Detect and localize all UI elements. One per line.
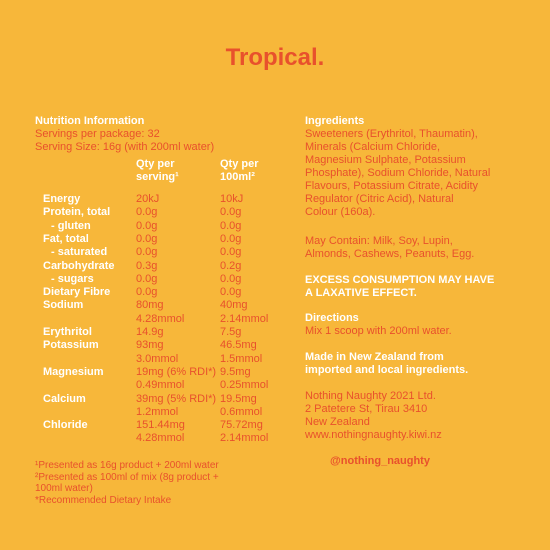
- qty-per-100ml: 7.5g: [220, 326, 242, 338]
- qty-per-100ml: 0.0g: [220, 272, 242, 285]
- qty-per-serving: 0.0g: [136, 286, 158, 299]
- nutrient-label: - saturated: [51, 246, 108, 259]
- directions-heading: Directions: [305, 312, 359, 324]
- footnote-1: ¹Presented as 16g product + 200ml water: [35, 460, 219, 471]
- origin-line: Made in New Zealand from: [305, 351, 444, 363]
- nutrition-info: [35, 115, 285, 154]
- nutrient-label: - gluten: [51, 219, 91, 232]
- qty-per-serving: 0.0g: [136, 272, 158, 285]
- qty-per-serving: 0.0g: [136, 219, 158, 232]
- nutrient-label: Dietary Fibre: [43, 286, 111, 299]
- qty-per-100ml: 2.14mmol: [220, 312, 269, 325]
- qty-per-100ml: 2.14mmol: [220, 432, 269, 445]
- col1-line2: serving¹: [136, 171, 179, 183]
- ingredients-line: Magnesium Sulphate, Potassium: [305, 154, 466, 166]
- servings-per-package: Servings per package: 32: [35, 128, 160, 140]
- qty-per-serving: 39mg (5% RDI*): [136, 392, 217, 405]
- qty-per-serving: 20kJ: [136, 193, 160, 205]
- footnote-3: *Recommended Dietary Intake: [35, 494, 172, 506]
- qty-per-serving: 14.9g: [136, 326, 164, 338]
- ingredients-line: Minerals (Calcium Chloride,: [305, 141, 441, 153]
- nutrition-heading: Nutrition Information: [35, 115, 145, 127]
- may-contain-block: [305, 235, 520, 261]
- nutrient-label: Potassium: [43, 339, 99, 352]
- directions-text: Mix 1 scoop with 200ml water.: [305, 325, 452, 337]
- company-block: [305, 390, 520, 442]
- qty-per-100ml: 0.0g: [220, 286, 242, 299]
- qty-per-100ml: 9.5mg: [220, 365, 251, 378]
- nutrient-label: Carbohydrate: [43, 259, 115, 272]
- company-country: New Zealand: [305, 416, 370, 428]
- qty-per-serving: 4.28mmol: [136, 312, 185, 325]
- origin-line: imported and local ingredients.: [305, 364, 469, 376]
- may-contain-line: Almonds, Cashews, Peanuts, Egg.: [305, 248, 475, 260]
- serving-size: Serving Size: 16g (with 200ml water): [35, 141, 215, 153]
- nutrient-label: Fat, total: [43, 232, 89, 245]
- ingredients-line: Phosphate), Sodium Chloride, Natural: [305, 167, 491, 179]
- qty-per-serving: 0.49mmol: [136, 379, 185, 392]
- qty-per-serving: 151.44mg: [136, 419, 185, 432]
- nutrient-label: - sugars: [51, 272, 94, 285]
- footnote-2: ²Presented as 100ml of mix (8g product +: [35, 471, 219, 483]
- qty-per-serving: 0.0g: [136, 232, 158, 245]
- qty-per-serving: 19mg (6% RDI*): [136, 365, 217, 378]
- qty-per-100ml: 0.0g: [220, 206, 242, 219]
- qty-per-100ml: 0.0g: [220, 232, 242, 245]
- directions-block: [305, 312, 520, 338]
- qty-per-100ml: 10kJ: [220, 193, 244, 205]
- nutrient-label: Chloride: [43, 419, 88, 432]
- col-per-100ml-header: [220, 158, 259, 184]
- col-per-serving-header: [136, 158, 179, 184]
- nutrient-label: Protein, total: [43, 206, 111, 219]
- qty-per-serving: 3.0mmol: [136, 352, 179, 365]
- qty-per-serving: 93mg: [136, 339, 164, 352]
- warning-block: [305, 274, 520, 300]
- warning-line: A LAXATIVE EFFECT.: [305, 287, 417, 299]
- qty-per-100ml: 0.25mmol: [220, 379, 269, 392]
- ingredients-line: Sweeteners (Erythritol, Thaumatin),: [305, 128, 478, 140]
- qty-per-100ml: 0.2g: [220, 259, 242, 272]
- qty-per-serving: 80mg: [136, 299, 164, 312]
- qty-per-100ml: 75.72mg: [220, 419, 263, 432]
- qty-per-100ml: 0.0g: [220, 219, 242, 232]
- qty-per-serving: 0.0g: [136, 246, 158, 259]
- col2-line2: 100ml²: [220, 171, 255, 183]
- social-handle[interactable]: @nothing_naughty: [330, 455, 430, 467]
- company-name: Nothing Naughty 2021 Ltd.: [305, 390, 436, 402]
- qty-per-100ml: 1.5mmol: [220, 352, 263, 365]
- qty-per-100ml: 46.5mg: [220, 339, 257, 352]
- warning-line: EXCESS CONSUMPTION MAY HAVE: [305, 274, 495, 286]
- nutrient-label: Magnesium: [43, 365, 104, 378]
- footnote-2-cont: 100ml water): [35, 483, 93, 494]
- ingredients-block: [305, 115, 520, 219]
- qty-per-100ml: 0.0g: [220, 246, 242, 259]
- qty-per-100ml: 40mg: [220, 299, 248, 312]
- qty-per-serving: 1.2mmol: [136, 405, 179, 418]
- product-title: Tropical.: [225, 44, 325, 71]
- nutrient-label: Energy: [43, 193, 81, 205]
- may-contain-line: May Contain: Milk, Soy, Lupin,: [305, 235, 453, 247]
- col2-line1: Qty per: [220, 158, 259, 170]
- qty-per-serving: 0.3g: [136, 259, 158, 272]
- nutrient-label: Calcium: [43, 392, 86, 405]
- qty-per-100ml: 19.5mg: [220, 392, 257, 405]
- origin-block: [305, 351, 520, 377]
- qty-per-serving: 4.28mmol: [136, 432, 185, 445]
- nutrient-label: Erythritol: [43, 326, 92, 338]
- footnotes: [35, 460, 285, 506]
- ingredients-line: Regulator (Citric Acid), Natural: [305, 193, 454, 205]
- ingredients-heading: Ingredients: [305, 115, 365, 127]
- ingredients-line: Colour (160a).: [305, 206, 376, 218]
- company-website[interactable]: www.nothingnaughty.kiwi.nz: [305, 429, 442, 441]
- qty-per-serving: 0.0g: [136, 206, 158, 219]
- col1-line1: Qty per: [136, 158, 175, 170]
- qty-per-100ml: 0.6mmol: [220, 405, 263, 418]
- nutrient-label: Sodium: [43, 299, 84, 312]
- company-street: 2 Patetere St, Tirau 3410: [305, 403, 428, 415]
- ingredients-line: Flavours, Potassium Citrate, Acidity: [305, 180, 479, 192]
